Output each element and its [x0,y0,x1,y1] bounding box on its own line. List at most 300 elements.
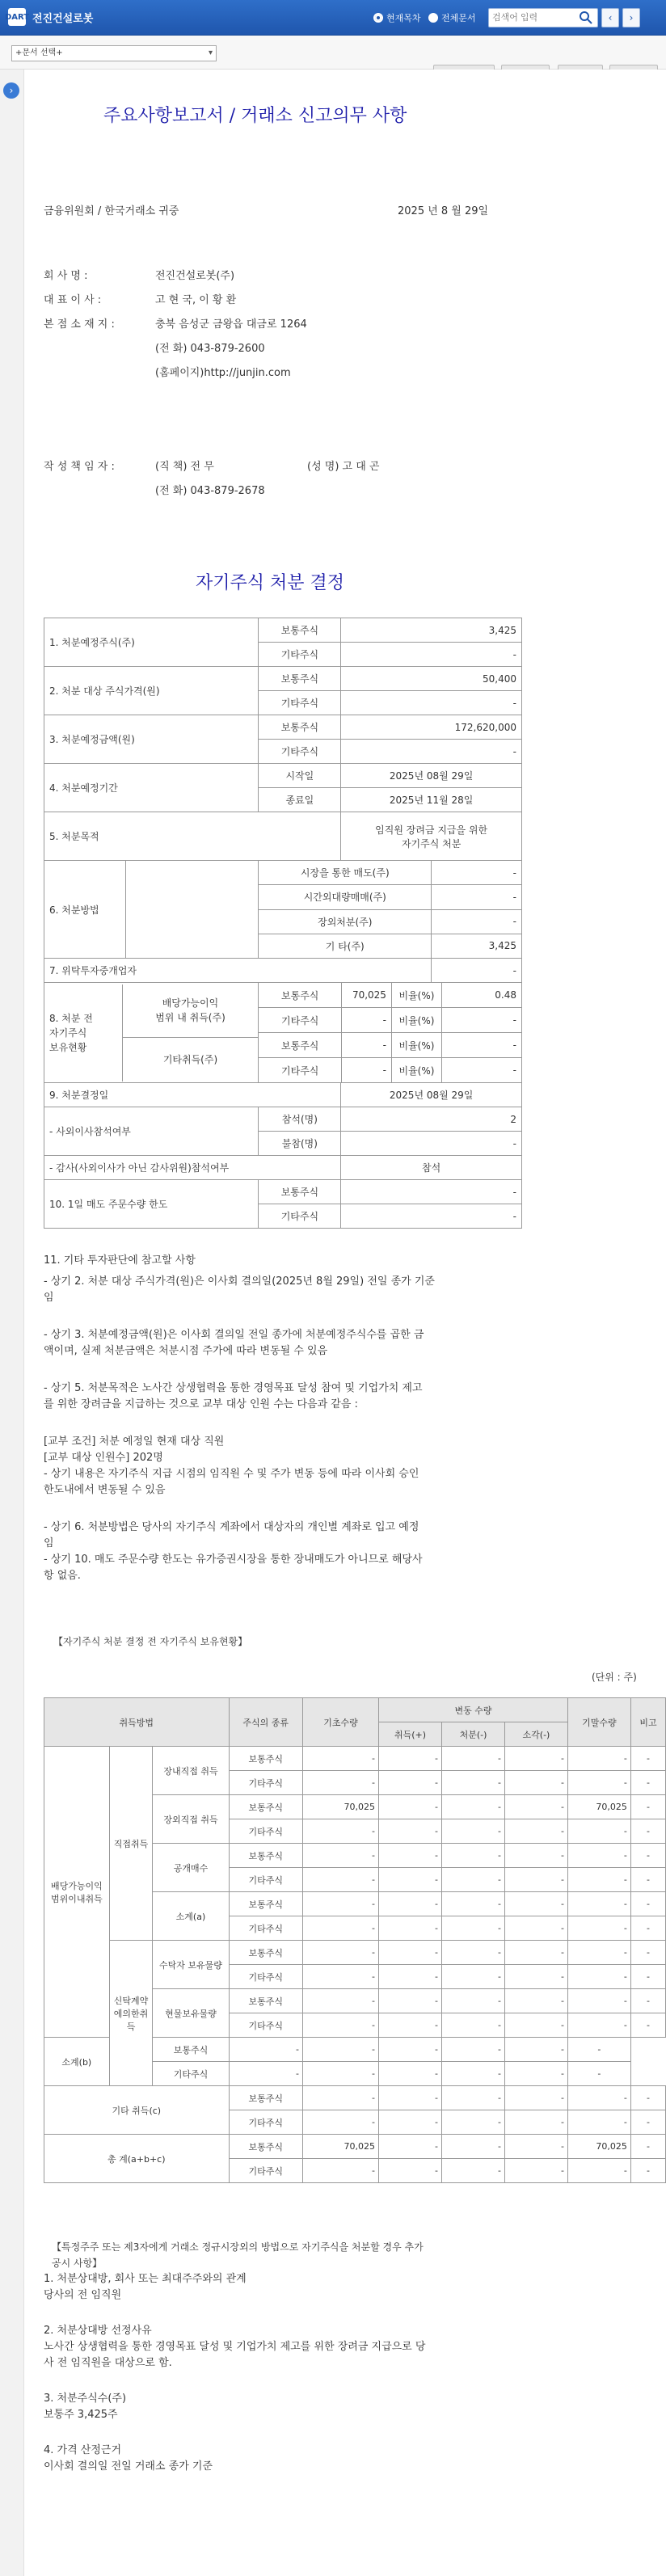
row-label: - 감사(사외이사가 아닌 감사위원)참석여부 [44,1156,341,1180]
cell-value: - [341,1132,522,1156]
stock-type: 보통주식 [229,1844,302,1868]
row-label: 9. 처분결정일 [44,1083,341,1107]
cell-note: - [630,1989,665,2013]
stock-type: 기타주식 [229,1916,302,1941]
header-method: 취득방법 [44,1698,230,1747]
ratio-label: 비율(%) [391,1008,441,1032]
cell-acq: - [379,1747,442,1771]
cell-base: - [302,2013,378,2038]
ratio-label: 비율(%) [391,1058,441,1082]
cell-value: - [432,959,522,983]
cell-acq: - [379,1868,442,1892]
cell-value: - [341,691,522,715]
cell-acq: - [302,2062,378,2086]
cell-end: - [567,2086,630,2110]
cell-note: - [630,1747,665,1771]
stock-type: 보통주식 [229,1892,302,1916]
company-phone: (전 화) 043-879-2600 [155,343,265,355]
note-line: 임 [44,1537,54,1549]
cell-note: - [630,1941,665,1965]
cell-end: - [567,2013,630,2038]
brand [4,8,94,26]
note-line: - 상기 2. 처분 대상 주식가격(원)은 이사회 결의일(2025년 8월 29일) 전일 종가 기준 [44,1275,435,1288]
note-line: 임 [44,1292,54,1304]
document-body [24,70,666,2576]
other-acquire-label: 기타 취득(c) [44,2086,230,2135]
cell-base: - [302,1892,378,1916]
cell-base: - [302,1989,378,2013]
note-line: 당사의 전 임직원 [44,2289,122,2301]
stock-type: 보통주식 [229,1795,302,1819]
method-label: 현물보유물량 [153,1989,229,2038]
cell-base: - [302,1965,378,1989]
cell-base: - [302,2110,378,2135]
row-label: 5. 처분목적 [44,812,341,861]
cell-end: - [567,1941,630,1965]
cell-note: - [630,1892,665,1916]
cell-cancel: - [504,2110,567,2135]
table-row [44,1180,522,1204]
sub-label: 시장을 통한 매도(주) [259,861,432,885]
cell-end: - [504,2038,567,2062]
cell-end: - [567,1892,630,1916]
cell-value: 참석 [341,1156,522,1180]
note-line: - 상기 3. 처분예정금액(원)은 이사회 결의일 전일 종가에 처분예정주식수를 곱한 금 [44,1329,424,1341]
cell-cancel: - [504,2086,567,2110]
cell-note: - [630,2110,665,2135]
cell-cancel: - [441,2062,504,2086]
stock-type: 기타주식 [229,2013,302,2038]
cell-value [341,812,522,861]
cell-disp: - [379,2038,442,2062]
label-line: 자기주식 [49,1027,87,1039]
cell-value: - [512,1014,516,1026]
cell-end: - [567,2159,630,2183]
cell-end: 70,025 [567,2135,630,2159]
row-label [44,861,259,959]
chevron-down-icon: ▾ [208,48,213,57]
purpose-line-2: 자기주식 처분 [401,837,462,850]
holding-values [259,983,522,1008]
prev-result-button[interactable]: ‹ [601,8,619,27]
table-row [44,1156,522,1180]
cell-disp: - [441,1771,504,1795]
address: 충북 음성군 금왕읍 대금로 1264 [155,318,307,331]
cell-value: - [432,861,522,885]
cell-disp: - [441,2086,504,2110]
sidebar-toggle-icon[interactable]: › [3,82,19,99]
ceo-name: 고 현 국, 이 황 환 [155,294,237,306]
cell-cancel: - [504,1892,567,1916]
report-date: 2025 년 8 월 29일 [398,205,489,217]
cell-cancel: - [504,1771,567,1795]
holding-values [259,1033,522,1058]
header-note: 비고 [630,1698,665,1747]
additional-disclosure [44,2239,529,2475]
sidebar-collapsed [0,70,24,2576]
method-label: 소계(b) [44,2038,110,2086]
cell-acq: - [379,2110,442,2135]
cell-disp: - [441,1795,504,1819]
notes-block [44,1253,529,1584]
stock-type: 보통주식 [259,1033,341,1057]
label-line: 범위 내 취득(주) [155,1012,226,1024]
method-label: 공개매수 [153,1844,229,1892]
cell-disp: - [441,1916,504,1941]
cell-value: 0.48 [495,989,516,1001]
stock-type: 기타주식 [259,740,341,764]
note-line: 노사간 상생협력을 통한 경영목표 달성 및 기업가치 제고를 위한 장려금 지급으로 당 [44,2341,426,2353]
cell-disp: - [441,1868,504,1892]
cell-cancel: - [504,1819,567,1844]
stock-type: 보통주식 [259,618,341,643]
stock-type: 기타주식 [229,2110,302,2135]
holdings-table-title: 【자기주식 처분 결정 전 자기주식 보유현황】 [53,1636,248,1647]
cell-note: - [630,2159,665,2183]
cell-end: 70,025 [567,1795,630,1819]
stock-type: 보통주식 [229,2135,302,2159]
cell-value: 50,400 [341,667,522,691]
table-row [44,618,522,643]
company-name: 전진건설로봇(주) [155,270,235,282]
address-label: 본 점 소 재 지 : [44,318,115,331]
stock-type: 기타주식 [229,1868,302,1892]
header-base: 기초수량 [302,1698,378,1747]
cell-end: - [567,1989,630,2013]
radio-current-toc[interactable] [373,11,421,24]
stock-type: 기타주식 [229,1771,302,1795]
note-line: 이사회 결의일 전일 거래소 종가 기준 [44,2460,213,2473]
cell-disp: - [441,2013,504,2038]
stock-type: 기타주식 [259,643,341,667]
holding-values [259,1008,522,1033]
table-row [44,959,522,983]
cell-disp: - [441,1819,504,1844]
cell-disp: - [441,2159,504,2183]
cell-note: - [630,1771,665,1795]
cell-cancel: - [504,1795,567,1819]
cell-base: - [302,1941,378,1965]
table-row [44,1083,522,1107]
cell-value: - [341,643,522,667]
cell-note: - [630,1819,665,1844]
cell-value: - [341,1204,522,1229]
note-line: 3. 처분주식수(주) [44,2393,127,2405]
cell-disp: - [441,1965,504,1989]
cell-value: - [432,909,522,934]
ratio-label: 비율(%) [391,983,441,1007]
document-select[interactable] [11,45,217,61]
header-end: 기말수량 [567,1698,630,1747]
cell-disp: - [379,2062,442,2086]
treasury-holdings-table [44,1697,666,2183]
cell-cancel: - [504,1868,567,1892]
cell-acq: - [379,2086,442,2110]
cell-base: - [302,1819,378,1844]
cell-disp: - [441,1941,504,1965]
cell-note: - [630,1868,665,1892]
cell-value: 2025년 08월 29일 [341,1083,522,1107]
row-label-text: 6. 처분방법 [49,904,99,916]
cell-base: - [302,2086,378,2110]
cell-cancel: - [504,1844,567,1868]
stock-type: 보통주식 [259,1180,341,1204]
sub-label: 불참(명) [259,1132,341,1156]
cell-end: - [567,1844,630,1868]
sub-label: 기 타(주) [259,934,432,958]
cell-cancel: - [504,2159,567,2183]
stock-type: 보통주식 [153,2038,229,2062]
radio-off-icon[interactable] [428,13,438,23]
stock-type: 보통주식 [229,1941,302,1965]
cell-value: 2025년 08월 29일 [341,764,522,788]
table-row [44,1747,666,1771]
cell-acq: - [302,2038,378,2062]
row-label: 1. 처분예정주식(주) [44,618,259,667]
note-line: 2. 처분상대방 선정사유 [44,2325,152,2337]
note-line: 항 없음. [44,1570,81,1582]
radio-on-icon[interactable] [373,13,383,23]
cell-value: - [341,1033,391,1057]
cell-base: - [229,2038,302,2062]
recipient: 금융위원회 / 한국거래소 귀중 [44,205,179,217]
cell-end: - [567,1868,630,1892]
holding-label [44,984,122,1081]
label-line: 8. 처분 전 [49,1012,93,1024]
cell-note: - [630,2013,665,2038]
table-row [44,812,522,861]
stock-type: 보통주식 [259,667,341,691]
company-homepage: (홈페이지)http://junjin.com [155,367,291,379]
cell-value: - [341,1008,391,1032]
ratio-label: 비율(%) [391,1033,441,1057]
company-label: 회 사 명 : [44,270,88,282]
cell-acq: - [379,1771,442,1795]
cell-cancel: - [504,1965,567,1989]
cell-base: - [302,1747,378,1771]
responsible-label: 작 성 책 임 자 : [44,461,115,473]
row-label: - 사외이사참석여부 [44,1107,259,1156]
section-title: 자기주식 처분 결정 [196,573,345,593]
cell-base: - [302,1771,378,1795]
cell-disp: - [441,1844,504,1868]
cell-note: - [630,1965,665,1989]
table-row [44,764,522,788]
cell-cancel: - [504,2013,567,2038]
cell-value: 172,620,000 [341,715,522,740]
total-label: 총 계(a+b+c) [44,2135,230,2183]
cell-acq: - [379,1892,442,1916]
row-label: 2. 처분 대상 주식가격(원) [44,667,259,715]
holdings-body [44,1747,666,2183]
stock-type: 기타주식 [259,1008,341,1032]
stock-type: 보통주식 [229,1989,302,2013]
row-label [44,983,259,1083]
cell-cancel: - [504,1916,567,1941]
unit-label: (단위 : 주) [592,1672,637,1683]
note-line: - 상기 10. 매도 주문수량 한도는 유가증권시장을 통한 장내매도가 아니므로 해당사 [44,1554,423,1566]
cell-base: - [302,1916,378,1941]
cell-end: - [567,1965,630,1989]
app-title: 전진건설로봇 [32,12,94,25]
cell-acq: - [379,2013,442,2038]
stock-type: 기타주식 [259,1204,341,1229]
cell-disp: - [441,1989,504,2013]
note-line: 4. 가격 산정근거 [44,2444,122,2456]
next-result-button[interactable]: › [622,8,640,27]
responsible-phone: (전 화) 043-879-2678 [155,485,265,497]
cell-note: - [630,1916,665,1941]
cell-note: - [630,2135,665,2159]
cell-end: - [504,2062,567,2086]
cell-value: 3,425 [341,618,522,643]
label-line: 보유현황 [49,1041,87,1053]
stock-type: 기타주식 [229,1965,302,1989]
cell-value: 2025년 11월 28일 [341,788,522,812]
table-row [44,983,522,1008]
note-line: [교부 대상 인원수] 202명 [44,1452,163,1464]
cell-end: - [567,2110,630,2135]
cell-note: - [567,2038,630,2062]
cell-cancel: - [441,2038,504,2062]
cell-value: - [512,1039,516,1051]
group-direct: 직접취득 [109,1747,153,1941]
page-title: 주요사항보고서 / 거래소 신고의무 사항 [103,106,407,126]
table-row [44,667,522,691]
header-dispose: 처분(-) [441,1722,504,1747]
cell-disp: - [441,2110,504,2135]
sub-label: 기타취득(주) [162,1054,218,1066]
row-label: 4. 처분예정기간 [44,764,259,812]
method-label: 소계(a) [153,1892,229,1941]
cell-acq: - [379,1795,442,1819]
cell-base: - [302,1868,378,1892]
method-label: 장내직접 취득 [153,1747,229,1795]
note-line: 사 전 임직원을 대상으로 함. [44,2357,172,2369]
stock-type: 기타주식 [229,1819,302,1844]
radio-current-label: 현재목차 [386,13,421,23]
table-row [44,2086,666,2110]
note-line: [교부 조건] 처분 예정일 현재 대상 직원 [44,1436,225,1448]
table-row [44,715,522,740]
row-label: 10. 1일 매도 주문수량 한도 [44,1180,259,1229]
cell-base: - [302,2159,378,2183]
cell-base: - [229,2062,302,2086]
dart-logo: DART [8,8,26,26]
cell-disp: - [441,1747,504,1771]
cell-cancel: - [504,1747,567,1771]
stock-type: 기타주식 [259,691,341,715]
cell-cancel: - [504,2135,567,2159]
note-line: 【특정주주 또는 제3자에게 거래소 정규시장외의 방법으로 자기주식을 처분할 경우 추가 [52,2241,424,2253]
cell-end: - [567,1916,630,1941]
note-line: 보통주 3,425주 [44,2409,118,2421]
cell-acq: - [379,1819,442,1844]
cell-value: 70,025 [341,983,391,1007]
table-row [44,1941,666,1965]
cell-value: - [512,1065,516,1076]
responsible-name: (성 명) 고 대 곤 [307,461,380,473]
note-line: - 상기 내용은 자기주식 지급 시점의 임직원 수 및 주가 변동 등에 따라 이사회 승인 [44,1468,419,1480]
cell-note: - [630,2086,665,2110]
cell-acq: - [379,1965,442,1989]
note-line: 를 위한 장려금을 지급하는 것으로 교부 대상 인원 수는 다음과 같음 : [44,1398,358,1410]
cell-end: - [567,1819,630,1844]
sub-label: 시간외대량매매(주) [259,885,432,909]
header-cancel: 소각(-) [504,1722,567,1747]
cell-cancel: - [504,1941,567,1965]
table-row [44,861,522,885]
purpose-line-1: 임직원 장려금 지급을 위한 [375,824,488,836]
cell-value: - [432,885,522,909]
cell-acq: - [379,2159,442,2183]
cell-value: 3,425 [432,934,522,958]
sub-label: 장외처분(주) [259,909,432,934]
note-line: - 상기 6. 처분방법은 당사의 자기주식 계좌에서 대상자의 개인별 계좌로 입고 예정 [44,1521,419,1533]
cell-base: 70,025 [302,2135,378,2159]
cell-base: - [302,1844,378,1868]
cell-value: - [341,1180,522,1204]
cell-disp: - [441,2135,504,2159]
method-label: 장외직접 취득 [153,1795,229,1844]
cell-cancel: - [504,1989,567,2013]
header-stock-type: 주식의 종류 [229,1698,302,1747]
table-row [44,1107,522,1132]
table-row [44,2135,666,2159]
stock-type: 보통주식 [259,983,341,1007]
document-toolbar [0,36,666,70]
search-icon[interactable] [579,11,593,25]
stock-type: 기타주식 [153,2062,229,2086]
group-trust: 신탁계약에의한취득 [109,1941,153,2086]
table-header [44,1698,666,1722]
cell-value: - [341,1058,391,1082]
stock-type: 기타주식 [229,2159,302,2183]
note-line: 한도내에서 변동될 수 있음 [44,1484,166,1496]
header-acquire: 취득(+) [379,1722,442,1747]
row-label: 7. 위탁투자중개업자 [44,959,432,983]
stock-type: 보통주식 [229,2086,302,2110]
cell-acq: - [379,1844,442,1868]
header-change: 변동 수량 [379,1698,568,1722]
cell-acq: - [379,2135,442,2159]
sub-label [123,984,259,1038]
note-line: 11. 기타 투자판단에 참고할 사항 [44,1254,196,1267]
cell-value: 2 [341,1107,522,1132]
stock-type: 보통주식 [259,715,341,740]
sub-label: 종료일 [259,788,341,812]
cell-acq: - [379,1941,442,1965]
note-line: 액이며, 실제 처분금액은 처분시점 주가에 따라 변동될 수 있음 [44,1345,328,1357]
note-line: 1. 처분상대방, 회사 또는 최대주주와의 관계 [44,2273,247,2285]
cell-end: - [567,1771,630,1795]
note-line: 공시 사항】 [52,2258,103,2269]
stock-type: 보통주식 [229,1747,302,1771]
group-dividend: 배당가능이익범위이내취득 [44,1747,110,2038]
note-line: - 상기 5. 처분목적은 노사간 상생협력을 통한 경영목표 달성 참여 및 기업가치 제고 [44,1382,423,1394]
disposal-decision-table [44,618,522,1229]
cell-base: 70,025 [302,1795,378,1819]
cell-note: - [630,1795,665,1819]
cell-end: - [567,1747,630,1771]
radio-all-docs[interactable] [428,11,476,24]
label-line: 배당가능이익 [162,997,219,1010]
top-header [0,0,666,36]
cell-value: - [341,740,522,764]
cell-acq: - [379,1916,442,1941]
radio-all-label: 전체문서 [441,13,476,23]
stock-type: 기타주식 [259,1058,341,1082]
